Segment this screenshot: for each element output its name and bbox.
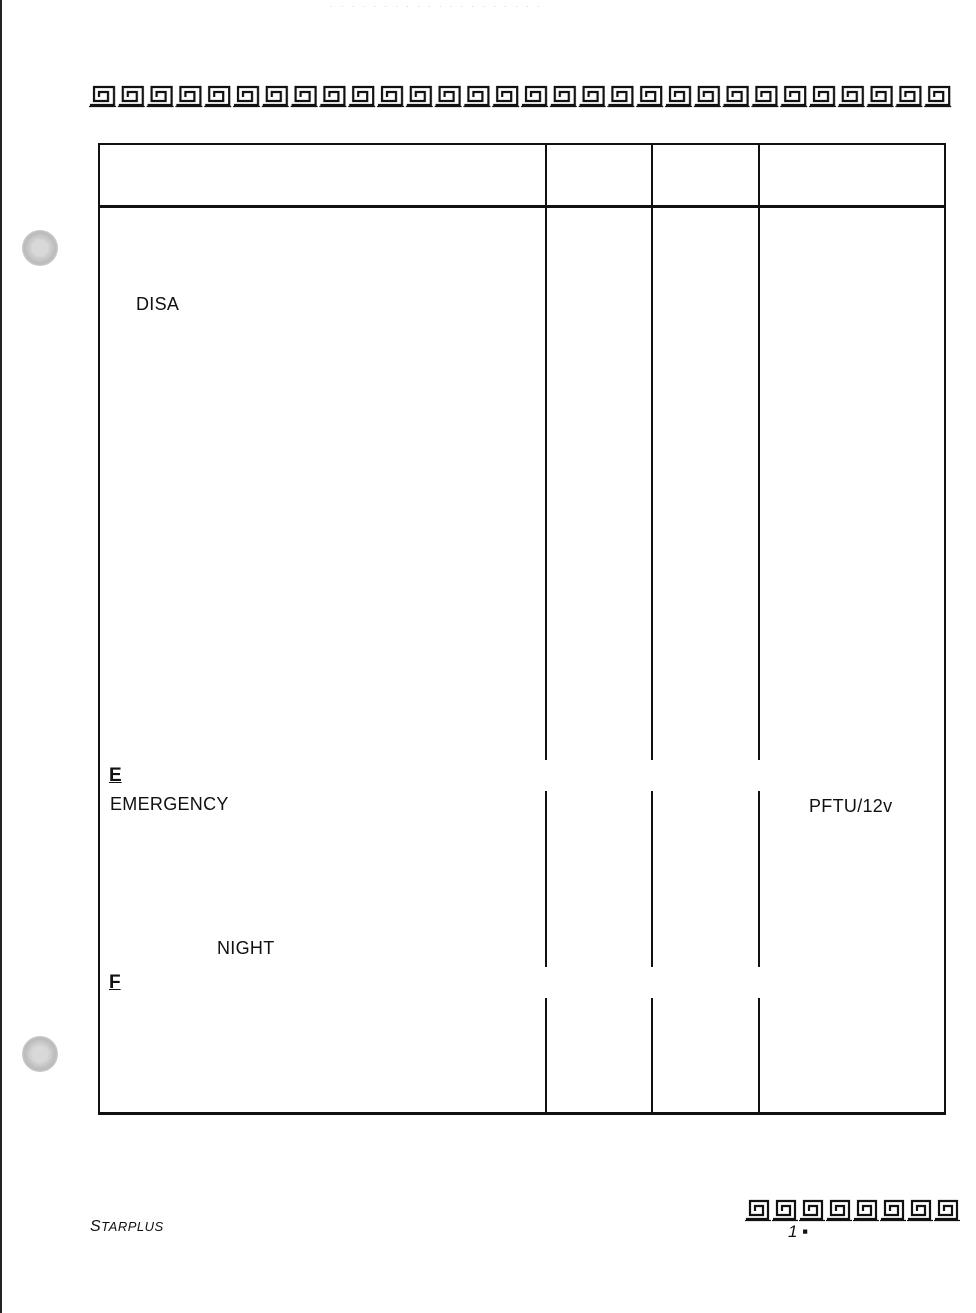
row-label-night: NIGHT: [217, 938, 275, 958]
bottom-greek-key-border-icon: [744, 1198, 960, 1222]
column-divider-3: [758, 791, 760, 967]
top-greek-key-border-icon: [88, 84, 952, 108]
table-right-border: [944, 143, 946, 1115]
table-header-rule: [98, 205, 946, 208]
footer-brand-rest: TARPLUS: [101, 1219, 164, 1234]
footer-brand-initial: S: [90, 1218, 102, 1235]
column-divider-2: [651, 791, 653, 967]
footer-brand: [90, 1218, 164, 1236]
column-divider-1: [545, 998, 547, 1115]
row-equipment-emergency: PFTU/12v: [809, 796, 893, 816]
table-left-border: [98, 143, 100, 1115]
table-bottom-rule: [98, 1112, 946, 1115]
column-divider-3: [758, 998, 760, 1115]
table-top-rule: [98, 143, 946, 145]
left-page-edge: [0, 0, 2, 1313]
scan-noise: · · · · · · · · · · · · · · · · · · · ·: [330, 2, 543, 11]
row-label-emergency: EMERGENCY: [110, 794, 229, 814]
column-divider-3: [758, 143, 760, 760]
row-label-disa: DISA: [136, 294, 180, 314]
footer-page-number: 1 ▪: [788, 1222, 809, 1241]
punch-hole-icon: [22, 1036, 58, 1072]
column-divider-1: [545, 791, 547, 967]
column-divider-2: [651, 143, 653, 760]
punch-hole-icon: [22, 230, 58, 266]
column-divider-1: [545, 143, 547, 760]
section-f-letter: F: [109, 972, 121, 993]
column-divider-2: [651, 998, 653, 1115]
feature-table: [98, 143, 946, 1115]
section-e-letter: E: [109, 765, 122, 786]
